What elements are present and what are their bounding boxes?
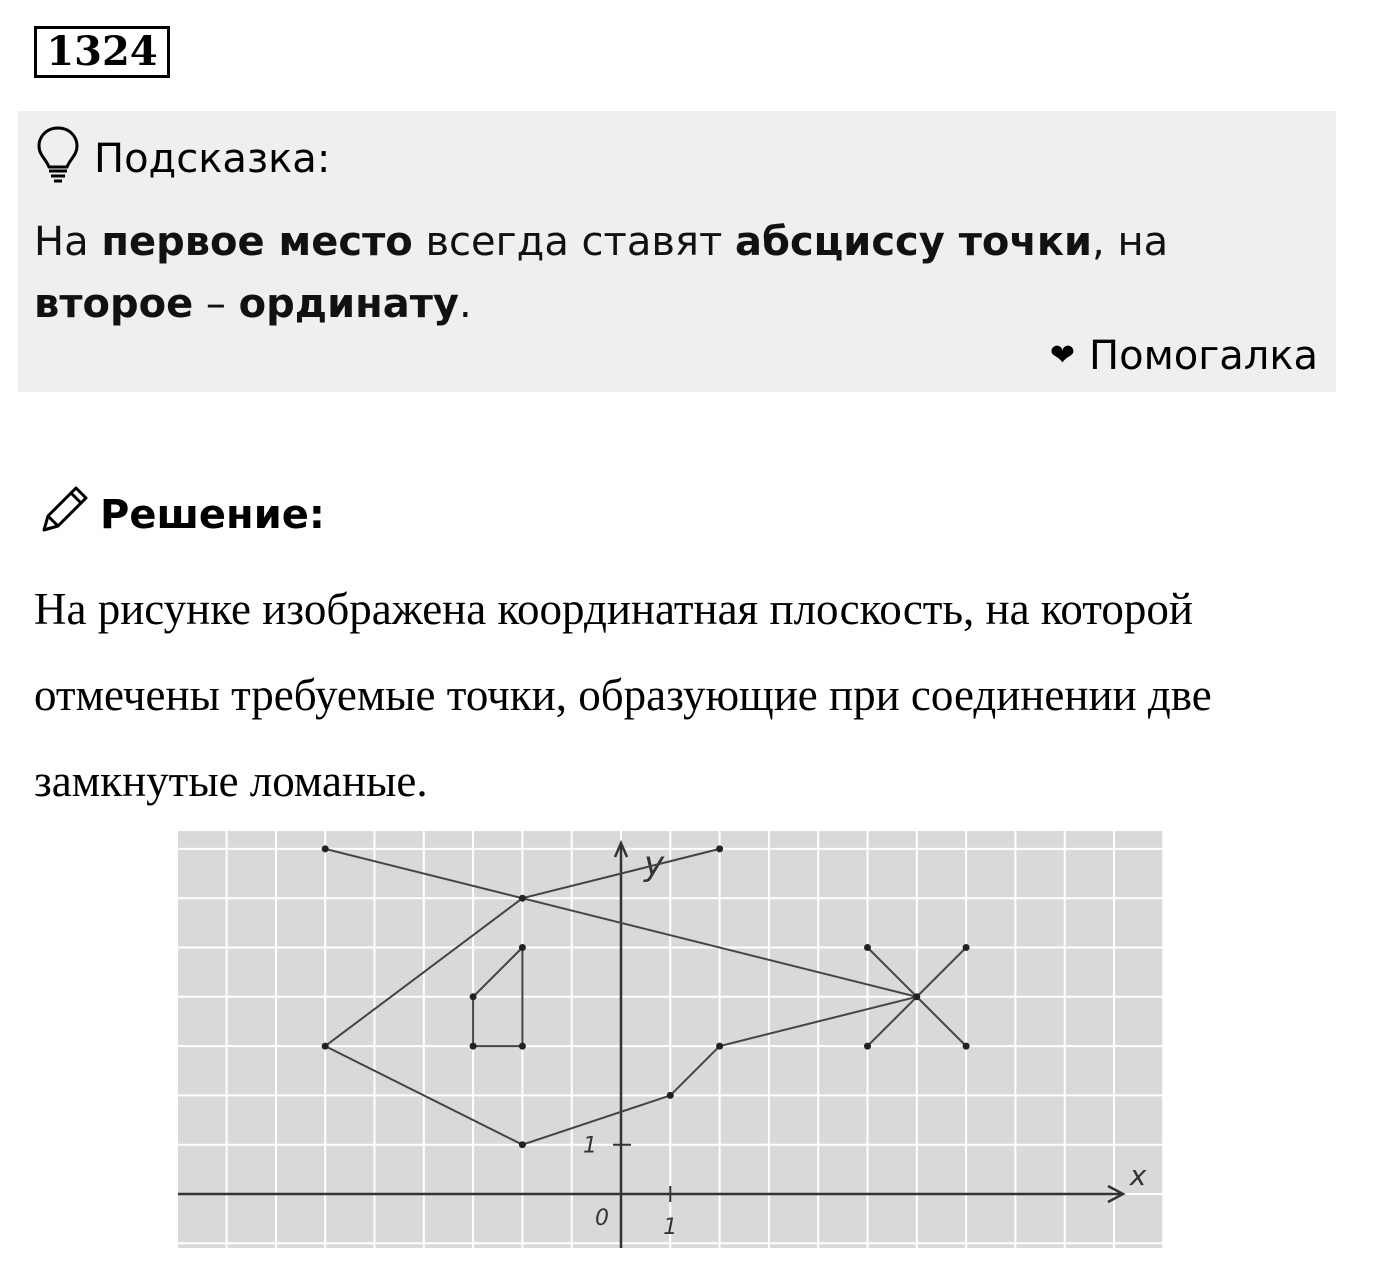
point-marker	[913, 993, 920, 1000]
y-unit-label: 1	[583, 1133, 597, 1159]
hint-text-part: всегда ставят	[412, 219, 736, 265]
point-marker	[963, 944, 970, 951]
task-number: 1324	[34, 26, 170, 78]
hint-header	[36, 125, 330, 193]
point-marker	[519, 1043, 526, 1050]
point-marker	[470, 1043, 477, 1050]
origin-label: 0	[595, 1206, 609, 1231]
helper-label: Помогалка	[1089, 333, 1318, 379]
hint-emphasis: второе	[34, 281, 194, 327]
heart-icon: ❤	[1049, 338, 1076, 373]
hint-box	[18, 111, 1336, 392]
point-marker	[716, 845, 723, 852]
point-marker	[470, 993, 477, 1000]
point-marker	[322, 845, 329, 852]
point-marker	[716, 1043, 723, 1050]
coordinate-plane	[178, 831, 1164, 1248]
point-marker	[322, 1043, 329, 1050]
hint-emphasis: абсциссу точки	[735, 219, 1093, 265]
point-marker	[864, 944, 871, 951]
hint-text-part: –	[193, 281, 239, 327]
point-marker	[864, 1043, 871, 1050]
point-marker	[963, 1043, 970, 1050]
point-marker	[519, 944, 526, 951]
hint-text-part: На	[34, 219, 102, 265]
x-axis-label: x	[1129, 1159, 1147, 1192]
coordinate-plane-figure	[178, 831, 1164, 1248]
hint-text	[34, 211, 1314, 335]
solution-header	[36, 482, 325, 548]
point-marker	[667, 1092, 674, 1099]
point-marker	[519, 895, 526, 902]
hint-text-part: .	[459, 281, 472, 327]
hint-title: Подсказка:	[94, 136, 331, 182]
y-axis-label: y	[643, 844, 665, 884]
lightbulb-icon	[36, 125, 80, 193]
hint-text-part: , на	[1092, 219, 1169, 265]
point-marker	[519, 1141, 526, 1148]
solution-title: Решение:	[100, 492, 325, 538]
hint-emphasis: ординату	[238, 281, 459, 327]
solution-text: На рисунке изображена координатная плоскость, на которой отмечены требуемые точки, образующие при соединении две замкнутые ломаные.	[34, 584, 1212, 806]
hint-emphasis: первое место	[101, 219, 413, 265]
pencil-icon	[36, 482, 92, 548]
helper-attribution	[1050, 333, 1318, 379]
x-unit-label: 1	[663, 1215, 678, 1240]
